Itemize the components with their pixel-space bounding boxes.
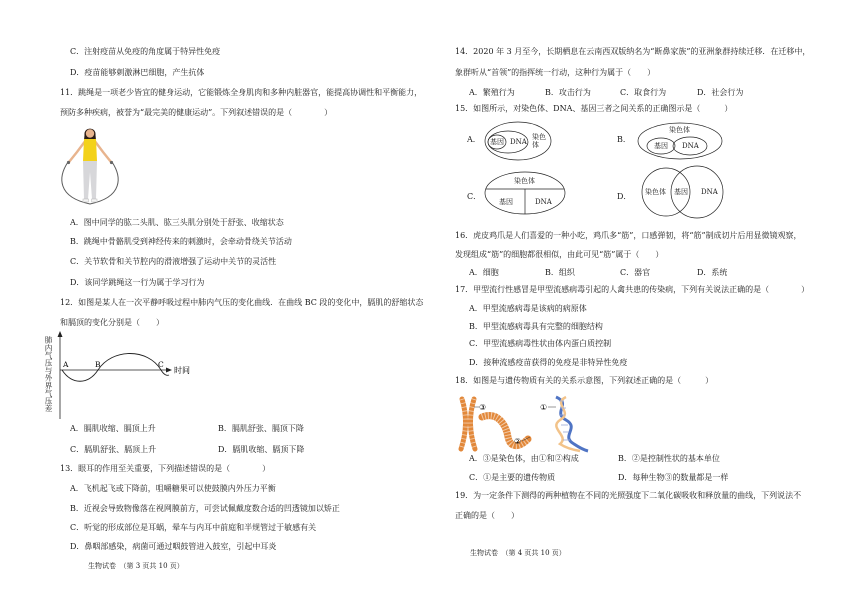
q13-option-a: A．飞机起飞或下降前，咀嚼糖果可以使鼓膜内外压力平衡 bbox=[70, 484, 276, 493]
left-shoe bbox=[83, 199, 89, 202]
q12-option-d: D．膈肌收缩、膈顶下降 bbox=[218, 445, 305, 454]
diagram-a-chromosome-label: 染色体 bbox=[532, 133, 546, 149]
q16-stem-line-2: 发现组成“筋”的细胞都很相似，由此可见“筋”属于（ ） bbox=[455, 250, 664, 259]
time-axis-label: 时间 bbox=[174, 366, 190, 375]
q19-stem-line-1: 19．为一定条件下测得的两种植物在不同的光照强度下二氧化碳吸收和释放量的曲线，下列说法不 bbox=[455, 491, 802, 500]
q11-option-d: D．该同学跳绳这一行为属于学习行为 bbox=[70, 278, 205, 287]
dna-strand-light bbox=[556, 397, 580, 451]
q14-option-c: C．取食行为 bbox=[620, 88, 667, 97]
point-c-label: C bbox=[158, 360, 164, 369]
q16-stem-line-1: 16．虎皮鸡爪是人们喜爱的一种小吃，鸡爪多“筋”，口感弹韧，将“筋”制成切片后用显微镜观察， bbox=[455, 231, 802, 240]
diagram-d-gene-label: 基因 bbox=[674, 188, 688, 196]
diagram-b-letter: B． bbox=[617, 135, 631, 144]
q14-stem-line-1: 14．2020 年 3 月至今，长期栖息在云南西双版纳名为“断鼻家族”的亚洲象群持续迁移．在迁移中， bbox=[455, 47, 811, 56]
q16-option-a: A．细胞 bbox=[469, 268, 499, 277]
label-2: ② bbox=[514, 437, 522, 446]
q18-stem: 18．如图是与遗传物质有关的关系示意图，下列叙述正确的是（ ） bbox=[455, 376, 714, 385]
q13-option-d: D．鼻咽部感染，病菌可通过咽鼓管进入鼓室，引起中耳炎 bbox=[70, 542, 277, 551]
q16-option-b: B．组织 bbox=[545, 268, 575, 277]
label-3: ③ bbox=[479, 403, 487, 412]
jump-rope-figure bbox=[55, 125, 125, 207]
chromatid-left bbox=[461, 399, 466, 449]
q11-option-a: A．图中同学的肱二头肌、肱三头肌分别处于舒张、收缩状态 bbox=[70, 218, 284, 227]
q12-stem-line-2: 和膈顶的变化分别是（ ） bbox=[60, 318, 164, 327]
q16-option-c: C．器官 bbox=[620, 268, 651, 277]
q11-option-c: C．关节软骨和关节腔内的滑液增强了运动中关节的灵活性 bbox=[70, 257, 277, 266]
chromosome-dna-figure bbox=[456, 395, 594, 453]
pressure-curve bbox=[62, 354, 169, 382]
q11-stem-line-2: 预防多种疾病，被誉为“最完美的健康运动”。下列叙述错误的是（ ） bbox=[60, 108, 333, 117]
y-axis-arrow bbox=[58, 331, 63, 337]
q10-option-c: C．注射疫苗从免疫的角度属于特异性免疫 bbox=[70, 47, 221, 56]
diagram-c-letter: C． bbox=[467, 192, 482, 201]
q17-option-c: C．甲型流感病毒性状由体内蛋白质控制 bbox=[469, 339, 612, 348]
pressure-curve-figure bbox=[40, 330, 205, 422]
q12-option-a: A．膈肌收缩、膈顶上升 bbox=[70, 424, 156, 433]
q12-stem-line-1: 12．如图是某人在一次平静呼吸过程中肺内气压的变化曲线．在曲线 BC 段的变化中，膈肌的舒缩状态 bbox=[60, 298, 424, 307]
q18-option-a: A．③是染色体，由①和②构成 bbox=[469, 454, 579, 463]
q17-stem: 17．甲型流行性感冒是甲型流感病毒引起的人禽共患的传染病，下列有关说法正确的是（ ） bbox=[455, 285, 810, 294]
head bbox=[86, 129, 94, 137]
q11-stem-line-1: 11．跳绳是一项老少皆宜的健身运动，它能锻炼全身肌肉和多种内脏器官，能提高协调性和平衡能力， bbox=[60, 88, 423, 97]
point-a-label: A bbox=[63, 360, 69, 369]
diagram-d-letter: D． bbox=[617, 192, 632, 201]
diagram-b-gene-label: 基因 bbox=[654, 142, 668, 150]
diagram-a-letter: A． bbox=[467, 135, 481, 144]
diagram-c-gene-label: 基因 bbox=[499, 198, 513, 206]
rope-handle-left bbox=[67, 161, 70, 164]
q18-option-c: C．①是主要的遗传物质 bbox=[469, 473, 556, 482]
q13-stem: 13．眼耳的作用至关重要，下列描述错误的是（ ） bbox=[60, 464, 271, 473]
q17-option-a: A．甲型流感病毒是该病的病原体 bbox=[469, 304, 587, 313]
yellow-top bbox=[83, 139, 97, 161]
diagram-c-dna-label: DNA bbox=[535, 198, 552, 206]
q14-option-d: D．社会行为 bbox=[697, 88, 744, 97]
pants bbox=[83, 161, 97, 199]
rope-handle-right bbox=[110, 161, 113, 164]
q10-option-d: D．疫苗能够刺激淋巴细胞，产生抗体 bbox=[70, 68, 205, 77]
q16-option-d: D．系统 bbox=[697, 268, 728, 277]
diagram-b-chromosome-label: 染色体 bbox=[669, 126, 690, 134]
q11-option-b: B．跳绳中骨骼肌受到神经传来的刺激时，会牵动骨绕关节活动 bbox=[70, 237, 292, 246]
label-1: ① bbox=[540, 403, 548, 412]
q18-option-b: B．②是控制性状的基本单位 bbox=[618, 454, 720, 463]
x-axis-arrow bbox=[166, 368, 172, 373]
diagram-a-gene-label: 基因 bbox=[490, 138, 504, 146]
q15-diagram-shapes bbox=[440, 115, 740, 225]
q17-option-b: B．甲型流感病毒具有完整的细胞结构 bbox=[469, 322, 603, 331]
q19-stem-line-2: 正确的是（ ） bbox=[455, 511, 519, 520]
q17-option-d: D．接种流感疫苗获得的免疫是非特异性免疫 bbox=[469, 358, 628, 367]
diagram-a-dna-label: DNA bbox=[510, 138, 527, 146]
q12-option-b: B．膈肌舒张、膈顶下降 bbox=[218, 424, 304, 433]
q13-option-c: C．听觉的形成部位是耳蜗，晕车与内耳中前庭和半规管过于敏感有关 bbox=[70, 523, 317, 532]
q14-stem-line-2: 象群听从“首领”的指挥统一行动，这种行为属于（ ） bbox=[455, 68, 656, 77]
diagram-d-chromosome-label: 染色体 bbox=[645, 188, 666, 196]
q14-option-b: B．攻击行为 bbox=[545, 88, 591, 97]
left-arm bbox=[69, 142, 85, 162]
pressure-axis-label: 肺内气压与外界气压差 bbox=[44, 336, 53, 412]
diagram-d-dna-label: DNA bbox=[701, 188, 718, 196]
right-shoe bbox=[92, 199, 98, 202]
right-arm bbox=[96, 142, 112, 162]
q15-stem: 15．如图所示，对染色体、DNA、基因三者之间关系的正确图示是（ ） bbox=[455, 104, 733, 113]
diagram-b-dna-label: DNA bbox=[682, 142, 699, 150]
right-page-footer: 生物试卷 （第 4 页共 10 页） bbox=[470, 549, 566, 557]
diagram-c-chromosome-label: 染色体 bbox=[514, 177, 535, 185]
q14-option-a: A．繁殖行为 bbox=[469, 88, 515, 97]
chromatid-right bbox=[470, 399, 475, 449]
q12-option-c: C．膈肌舒张、膈顶上升 bbox=[70, 445, 157, 454]
point-b-label: B bbox=[95, 360, 101, 369]
q18-option-d: D．每种生物③的数量都是一样 bbox=[618, 473, 729, 482]
q13-option-b: B．近视会导致物像落在视网膜前方，可尝试佩戴度数合适的凹透镜加以矫正 bbox=[70, 504, 340, 513]
left-page-footer: 生物试卷 （第 3 页共 10 页） bbox=[88, 562, 184, 570]
